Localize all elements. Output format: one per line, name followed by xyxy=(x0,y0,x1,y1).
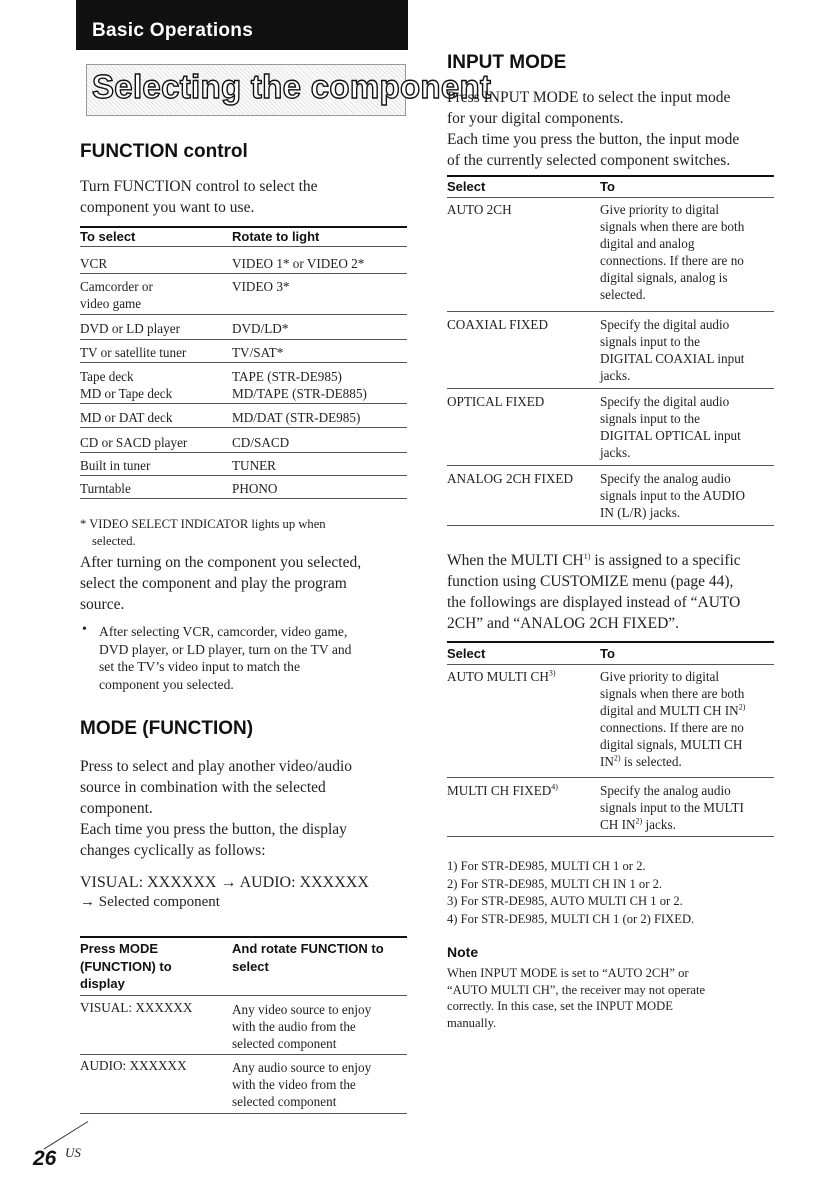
table-rule xyxy=(80,403,407,404)
table-row: OPTICAL FIXED xyxy=(447,394,545,409)
page-number: 26 xyxy=(33,1147,57,1170)
footnotes: 1) For STR-DE985, MULTI CH 1 or 2. 2) For STR-DE985, MULTI CH IN 1 or 2. 3) For STR-DE985, AUTO MULTI CH 1 or 2. 4) For STR-DE985, MULTI CH 1 (or 2) FIXED. xyxy=(447,859,695,926)
table-row: TV/SAT* xyxy=(232,345,284,360)
table-rule xyxy=(80,273,407,274)
table-rule xyxy=(80,1113,407,1114)
note-text: When INPUT MODE is set to “AUTO 2CH” or “AUTO MULTI CH”, the receiver may not operate correctly. In this case, set the INPUT MODE manually. xyxy=(447,966,706,1030)
table-row: VISUAL: XXXXXX xyxy=(80,1000,193,1015)
table-row: TAPE (STR-DE985) MD/TAPE (STR-DE885) xyxy=(232,369,367,401)
bullet-marker: • xyxy=(82,622,87,637)
table-rule xyxy=(80,427,407,428)
function-control-heading: FUNCTION control xyxy=(80,141,248,162)
table-rule xyxy=(80,498,407,499)
mode-function-heading: MODE (FUNCTION) xyxy=(80,718,254,739)
table-rule xyxy=(80,246,407,247)
table-header: Press MODE (FUNCTION) to display xyxy=(80,941,172,991)
table-rule xyxy=(447,525,774,526)
table-header: To xyxy=(600,179,615,194)
table-rule xyxy=(447,311,774,312)
table-row: Give priority to digital signals when there are both digital and MULTI CH IN$^{2)}$ connections. If there are no digital signals, MULTI CH IN$^{2)}$ is selected. xyxy=(600,669,746,769)
table-rule xyxy=(80,339,407,340)
note-heading: Note xyxy=(447,944,479,960)
input-mode-paragraph: Press INPUT MODE to select the input mode for your digital components. Each time you press the button, the input mode of the currently selected component switches. xyxy=(447,89,740,169)
table-row: CD or SACD player xyxy=(80,435,188,450)
table-rule xyxy=(447,777,774,778)
table-rule xyxy=(447,388,774,389)
footnote: * VIDEO SELECT INDICATOR lights up when selected. xyxy=(80,517,326,548)
table-rule xyxy=(447,836,774,837)
table-row: COAXIAL FIXED xyxy=(447,317,548,332)
table-rule xyxy=(80,226,407,228)
display-sequence: → Selected component xyxy=(80,894,220,910)
table-row: Specify the digital audio signals input to the DIGITAL OPTICAL input jacks. xyxy=(600,394,741,460)
table-row: Camcorder or video game xyxy=(80,279,153,311)
table-row: MD/DAT (STR-DE985) xyxy=(232,410,361,425)
table-row: MULTI CH FIXED$^{4)}$ xyxy=(447,782,558,798)
table-row: Any audio source to enjoy with the video from the selected component xyxy=(232,1060,372,1109)
page-suffix: US xyxy=(65,1145,81,1160)
table-rule xyxy=(80,1054,407,1055)
table-row: MD or DAT deck xyxy=(80,410,173,425)
arrow-icon: → xyxy=(220,874,237,891)
table-row: AUTO 2CH xyxy=(447,202,512,217)
display-sequence: VISUAL: XXXXXX → AUDIO: XXXXXX xyxy=(80,874,369,891)
table-rule xyxy=(447,465,774,466)
arrow-icon: → xyxy=(80,894,95,910)
table-row: VIDEO 1* or VIDEO 2* xyxy=(232,256,365,271)
table-row: Turntable xyxy=(80,481,131,496)
table-row: TV or satellite tuner xyxy=(80,345,187,360)
table-row: Tape deck MD or Tape deck xyxy=(80,369,173,401)
page-title: Selecting the component xyxy=(92,68,492,105)
section-header: Basic Operations xyxy=(92,20,254,41)
mode-function-paragraph: Press to select and play another video/audio source in combination with the selected component. Each time you press the button, the display changes cyclically as follows: xyxy=(80,758,353,859)
table-rule xyxy=(80,362,407,363)
table-rule xyxy=(80,475,407,476)
table-rule xyxy=(447,641,774,643)
table-rule xyxy=(80,314,407,315)
table-header: To select xyxy=(80,229,136,244)
table-row: AUDIO: XXXXXX xyxy=(80,1058,187,1073)
table-header: To xyxy=(600,646,615,661)
after-paragraph: After turning on the component you selected, select the component and play the program source. xyxy=(80,554,362,613)
table-rule xyxy=(447,197,774,198)
table-rule xyxy=(80,452,407,453)
table-row: PHONO xyxy=(232,481,278,496)
table-row: Any video source to enjoy with the audio from the selected component xyxy=(232,1002,372,1051)
table-row: Specify the analog audio signals input to the MULTI CH IN$^{2)}$ jacks. xyxy=(600,783,744,832)
table-row: Built in tuner xyxy=(80,458,151,473)
bullet-text: After selecting VCR, camcorder, video game, DVD player, or LD player, turn on the TV and set the TV’s video input to match the component you selected. xyxy=(99,624,352,692)
table-row: Give priority to digital signals when there are both digital and analog connections. If there are no digital signals, analog is selected. xyxy=(600,202,745,302)
table-rule xyxy=(80,995,407,996)
table-rule xyxy=(80,936,407,938)
table-row: Specify the analog audio signals input to the AUDIO IN (L/R) jacks. xyxy=(600,471,746,520)
input-mode-heading: INPUT MODE xyxy=(447,52,567,73)
table-rule xyxy=(447,664,774,665)
table-row: ANALOG 2CH FIXED xyxy=(447,471,574,486)
table-row: Specify the digital audio signals input to the DIGITAL COAXIAL input jacks. xyxy=(600,317,745,383)
table-header: Select xyxy=(447,179,486,194)
table-row: TUNER xyxy=(232,458,276,473)
function-control-intro: Turn FUNCTION control to select the component you want to use. xyxy=(80,178,318,216)
table-row: VIDEO 3* xyxy=(232,279,290,294)
table-header: Rotate to light xyxy=(232,229,320,244)
table-header: And rotate FUNCTION to select xyxy=(232,941,384,974)
multi-ch-paragraph: When the MULTI CH$^{1)}$ is assigned to a specific function using CUSTOMIZE menu (page 44), the followings are displayed instead of “AUTO 2CH” and “ANALOG 2CH FIXED”. xyxy=(447,551,741,632)
table-row: DVD or LD player xyxy=(80,321,180,336)
table-rule xyxy=(447,175,774,177)
table-row: VCR xyxy=(80,256,108,271)
table-row: AUTO MULTI CH$^{3)}$ xyxy=(447,668,556,684)
table-row: DVD/LD* xyxy=(232,321,289,336)
table-row: CD/SACD xyxy=(232,435,290,450)
table-header: Select xyxy=(447,646,486,661)
